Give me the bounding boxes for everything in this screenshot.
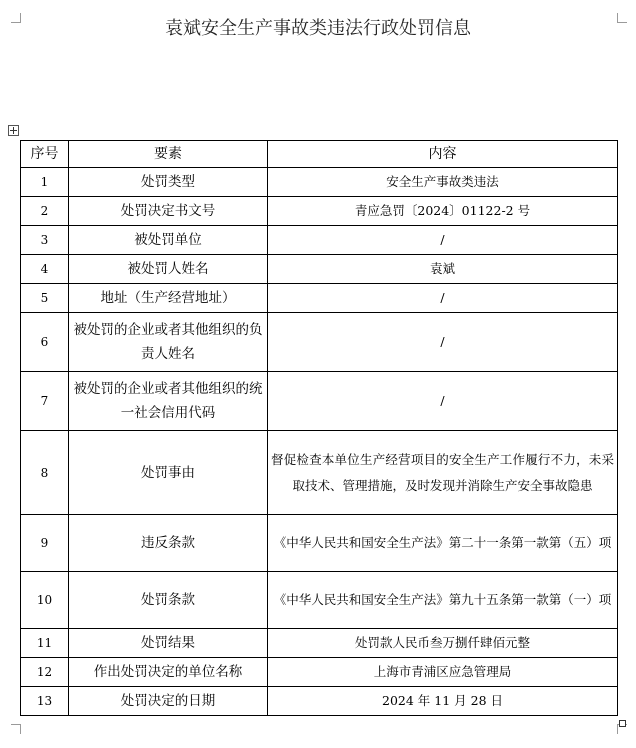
row-no: 4 [21,255,69,284]
row-content: 《中华人民共和国安全生产法》第二十一条第一款第（五）项 [268,515,618,572]
row-no: 6 [21,313,69,372]
row-element: 处罚决定的日期 [69,687,268,716]
row-element: 处罚类型 [69,168,268,197]
table-row [21,255,618,284]
table-row [21,284,618,313]
header-element: 要素 [69,141,268,168]
row-no: 12 [21,658,69,687]
row-content: 2024 年 11 月 28 日 [268,687,618,716]
table-row [21,168,618,197]
document-title: 袁斌安全生产事故类违法行政处罚信息 [165,18,471,39]
row-no: 10 [21,572,69,629]
header-no: 序号 [21,141,69,168]
row-element: 违反条款 [69,515,268,572]
row-element: 处罚条款 [69,572,268,629]
header-content: 内容 [268,141,618,168]
row-no: 7 [21,372,69,431]
row-no: 3 [21,226,69,255]
row-content: / [268,313,618,372]
table-move-handle-icon[interactable] [8,125,19,136]
row-content: 督促检查本单位生产经营项目的安全生产工作履行不力，未采取技术、管理措施，及时发现并消除生产安全事故隐患 [268,431,618,515]
table-row [21,658,618,687]
penalty-info-table [20,140,618,716]
row-content: 处罚款人民币叁万捌仟肆佰元整 [268,629,618,658]
row-no: 8 [21,431,69,515]
row-content: 袁斌 [268,255,618,284]
table-row [21,629,618,658]
table-row [21,431,618,515]
row-content: / [268,226,618,255]
row-element: 被处罚的企业或者其他组织的负责人姓名 [69,313,268,372]
table-row [21,226,618,255]
row-element: 地址（生产经营地址） [69,284,268,313]
table-row [21,197,618,226]
table-row [21,572,618,629]
row-no: 11 [21,629,69,658]
table-row [21,515,618,572]
table-resize-handle[interactable] [619,720,626,727]
row-element: 被处罚的企业或者其他组织的统一社会信用代码 [69,372,268,431]
row-element: 处罚决定书文号 [69,197,268,226]
row-no: 13 [21,687,69,716]
row-element: 被处罚单位 [69,226,268,255]
row-element: 被处罚人姓名 [69,255,268,284]
table-row [21,313,618,372]
row-no: 1 [21,168,69,197]
row-content: 安全生产事故类违法 [268,168,618,197]
table-row [21,372,618,431]
row-content: / [268,372,618,431]
row-no: 9 [21,515,69,572]
row-content: 上海市青浦区应急管理局 [268,658,618,687]
table-row [21,687,618,716]
row-content: 青应急罚〔2024〕01122-2 号 [268,197,618,226]
row-element: 处罚事由 [69,431,268,515]
row-element: 处罚结果 [69,629,268,658]
page-corner-mark [11,724,21,734]
row-element: 作出处罚决定的单位名称 [69,658,268,687]
table-header-row [21,141,618,168]
row-no: 2 [21,197,69,226]
row-content: / [268,284,618,313]
row-no: 5 [21,284,69,313]
row-content: 《中华人民共和国安全生产法》第九十五条第一款第（一）项 [268,572,618,629]
